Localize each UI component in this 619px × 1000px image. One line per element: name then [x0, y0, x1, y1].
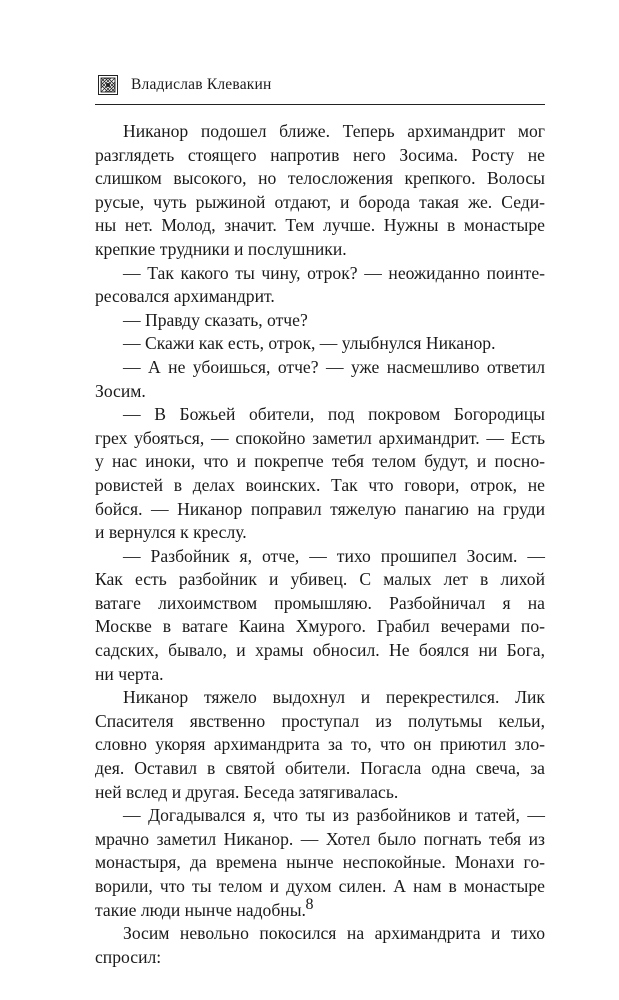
text-line: Зосим невольно покосился на архимандрита и тихо: [123, 923, 545, 944]
text-line: ворили, что ты телом и духом силен. А нам в монастыре: [95, 876, 545, 896]
text-line: — Так какого ты чину, отрок? — неожиданно поинте-: [123, 262, 545, 283]
text-line: слишком высокого, но телосложения крепкого. Волосы: [95, 168, 545, 189]
text-line: — Разбойник я, отче, — тихо прошипел Зосим. —: [123, 545, 545, 566]
text-line: Никанор подошел ближе. Теперь архимандрит мог: [123, 121, 545, 141]
text-line: крепкие трудники и послушники.: [95, 238, 347, 259]
text-line: ровистей в делах воинских. Так что говори, отрок, не: [95, 474, 545, 495]
text-line: — Скажи как есть, отрок, — улыбнулся Никанор.: [123, 333, 496, 354]
text-line: дея. Оставил в святой обители. Погасла одна свеча, за: [95, 758, 545, 779]
text-line: Как есть разбойник и убивец. С малых лет в лихой: [95, 569, 545, 590]
text-line: Спасителя явственно проступал из полутьмы кельи,: [95, 710, 545, 731]
text-line: разглядеть стоящего напротив него Зосима. Росту не: [95, 144, 545, 165]
text-line: грех убояться, — спокойно заметил архимандрит. — Есть: [95, 427, 545, 448]
text-line: ватаге лихоимством промышляю. Разбойничал я на: [95, 592, 545, 613]
body-text: [95, 120, 545, 969]
text-line: Никанор тяжело выдохнул и перекрестился. Лик: [123, 687, 545, 708]
text-line: ресовался архимандрит.: [95, 286, 275, 307]
text-line: Москве в ватаге Каина Хмурого. Грабил вечерами по-: [95, 616, 545, 637]
text-line: и вернулся к креслу.: [95, 522, 247, 543]
header-rule: [95, 104, 545, 105]
text-line: у нас иноки, что и покрепче тебя телом будут, и посно-: [95, 451, 545, 472]
text-line: ни черта.: [95, 663, 164, 684]
text-line: бойся. — Никанор поправил тяжелую панагию на груди: [95, 498, 545, 519]
text-line: ны нет. Молод, значит. Тем лучше. Нужны в монастыре: [95, 215, 545, 236]
text-line: — А не убоишься, отче? — уже насмешливо ответил: [123, 356, 545, 377]
text-line: такие люди нынче надобны.: [95, 899, 306, 920]
text-line: русые, чуть рыжиной отдают, и борода такая же. Седи-: [95, 191, 545, 212]
running-header: [95, 72, 545, 106]
text-line: — В Божьей обители, под покровом Богородицы: [123, 404, 545, 425]
text-line: — Догадывался я, что ты из разбойников и татей, —: [123, 805, 545, 826]
author-name: Владислав Клевакин: [131, 76, 272, 93]
text-line: ней вслед и другая. Беседа затягивалась.: [95, 781, 399, 802]
page-number: 8: [305, 896, 314, 913]
text-line: — Правду сказать, отче?: [123, 309, 308, 330]
knot-ornament-icon: [98, 75, 118, 95]
text-line: монастыря, да времена нынче неспокойные. Монахи го-: [95, 852, 545, 873]
text-line: словно укоряя архимандрита за то, что он приютил зло-: [95, 734, 545, 755]
text-line: мрачно заметил Никанор. — Хотел было погнать тебя из: [95, 828, 545, 849]
text-line: Зосим.: [95, 380, 146, 401]
text-line: спросил:: [95, 946, 162, 967]
text-line: садских, бывало, и храмы обносил. Не боялся ни Бога,: [95, 640, 545, 661]
